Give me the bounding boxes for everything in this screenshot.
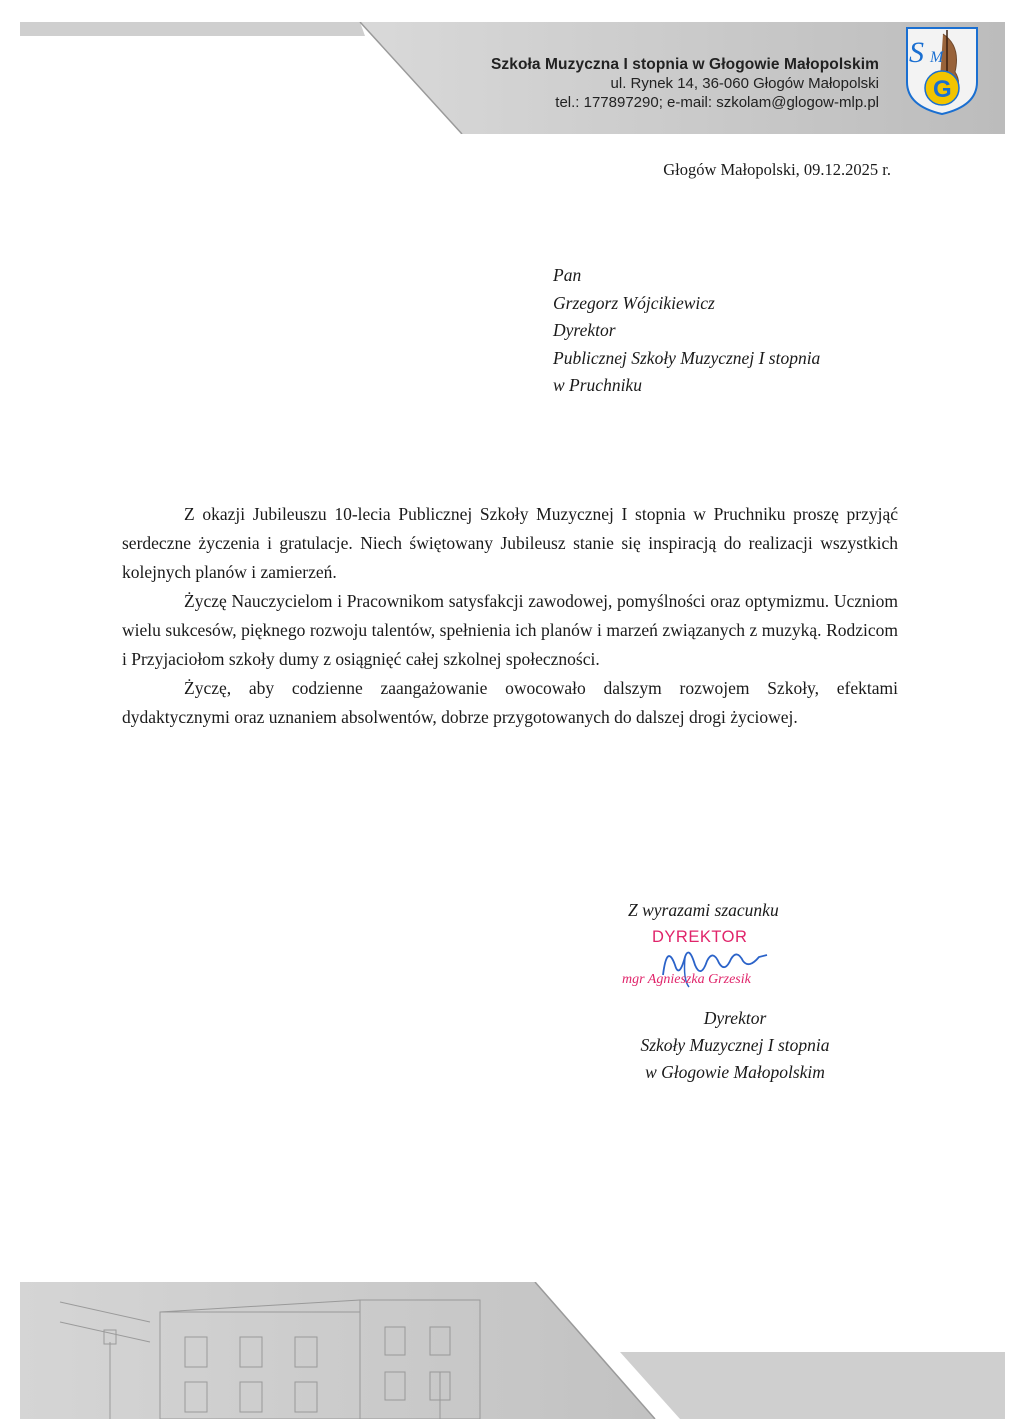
svg-text:M: M [930,49,944,66]
school-logo [903,24,981,116]
letter-body [122,500,898,732]
recipient-institution: Publicznej Szkoły Muzycznej I stopnia [553,347,821,368]
body-paragraph: Życzę, aby codzienne zaangażowanie owocowało dalszym rozwojem Szkoły, efektami dydaktycznymi oraz uznaniem absolwentów, dobrze przygotowanych do dalszej drogi życiowej. [122,678,898,727]
letter-date: Głogów Małopolski, 09.12.2025 r. [663,160,891,179]
footer-band [0,1282,1024,1419]
recipient-block [553,262,820,400]
letterhead-text [491,56,879,112]
closing-phrase: Z wyrazami szacunku [628,900,779,920]
svg-text:G: G [933,76,952,103]
recipient-salutation: Pan [553,265,582,285]
svg-text:S: S [909,36,924,69]
recipient-name: Grzegorz Wójcikiewicz [553,292,715,313]
signer-block [610,1005,860,1086]
body-paragraph: Z okazji Jubileuszu 10-lecia Publicznej Szkoły Muzycznej I stopnia w Pruchniku proszę przyjąć serdeczne życzenia i gratulacje. Niech świętowany Jubileusz stanie się inspiracją do realizacji wszystkich kolejnych planów i zamierzeń. [122,504,898,582]
school-contact: tel.: 177897290; e-mail: szkolam@glogow-mlp.pl [555,94,879,111]
recipient-title: Dyrektor [553,320,616,340]
school-address: ul. Rynek 14, 36-060 Głogów Małopolski [610,75,879,92]
body-paragraph: Życzę Nauczycielom i Pracownikom satysfakcji zawodowej, pomyślności oraz optymizmu. Uczniom wielu sukcesów, pięknego rozwoju talentów, spełnienia ich planów i marzeń związanych z muzyką. Rodzicom i Przyjaciołom szkoły dumy z osiągnięć całej szkolnej społeczności. [122,591,898,669]
signer-institution: Szkoły Muzycznej I stopnia [640,1035,830,1055]
recipient-location: w Pruchniku [553,375,642,395]
signer-location: w Głogowie Małopolskim [645,1062,825,1082]
signer-title: Dyrektor [703,1008,767,1028]
stamp-name: mgr Agnieszka Grzesik [622,972,751,987]
school-name: Szkoła Muzyczna I stopnia w Głogowie Małopolskim [490,56,879,73]
stamp-title: DYREKTOR [652,928,748,946]
